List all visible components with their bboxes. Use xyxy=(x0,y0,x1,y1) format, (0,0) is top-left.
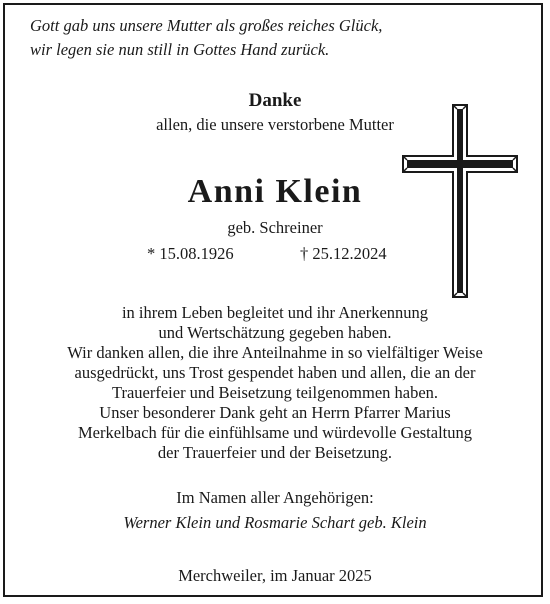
latin-cross-icon xyxy=(402,104,518,298)
message-line: Unser besonderer Dank geht an Herrn Pfarrer Marius xyxy=(99,403,451,422)
message-line: Merkelbach für die einfühlsame und würdevolle Gestaltung xyxy=(77,423,473,442)
message-line: Trauerfeier und Beisetzung teilgenommen haben. xyxy=(111,383,439,402)
death-date: † 25.12.2024 xyxy=(300,244,387,263)
family-intro: Im Namen aller Angehörigen: xyxy=(176,488,374,507)
message-line: Wir danken allen, die ihre Anteilnahme in so vielfältiger Weise xyxy=(67,343,483,362)
verse-line-2: wir legen sie nun still in Gottes Hand zurück. xyxy=(30,40,330,59)
place-date: Merchweiler, im Januar 2025 xyxy=(178,566,372,585)
memorial-verse xyxy=(30,14,382,62)
message-line: ausgedrückt, uns Trost gespendet haben und allen, die an der xyxy=(74,363,476,382)
message-line: und Wertschätzung gegeben haben. xyxy=(158,323,392,342)
thanks-message xyxy=(0,303,550,463)
message-line: in ihrem Leben begleitet und ihr Anerkennung xyxy=(121,303,429,322)
deceased-name: Anni Klein xyxy=(187,173,363,210)
maiden-name: geb. Schreiner xyxy=(227,218,323,237)
message-line: der Trauerfeier und der Beisetzung. xyxy=(157,443,393,462)
birth-date: * 15.08.1926 xyxy=(147,244,234,263)
verse-line-1: Gott gab uns unsere Mutter als großes reiches Glück, xyxy=(30,16,383,35)
thanks-title: Danke xyxy=(248,90,302,111)
family-names: Werner Klein und Rosmarie Schart geb. Klein xyxy=(123,513,427,532)
thanks-subtitle: allen, die unsere verstorbene Mutter xyxy=(156,115,394,134)
